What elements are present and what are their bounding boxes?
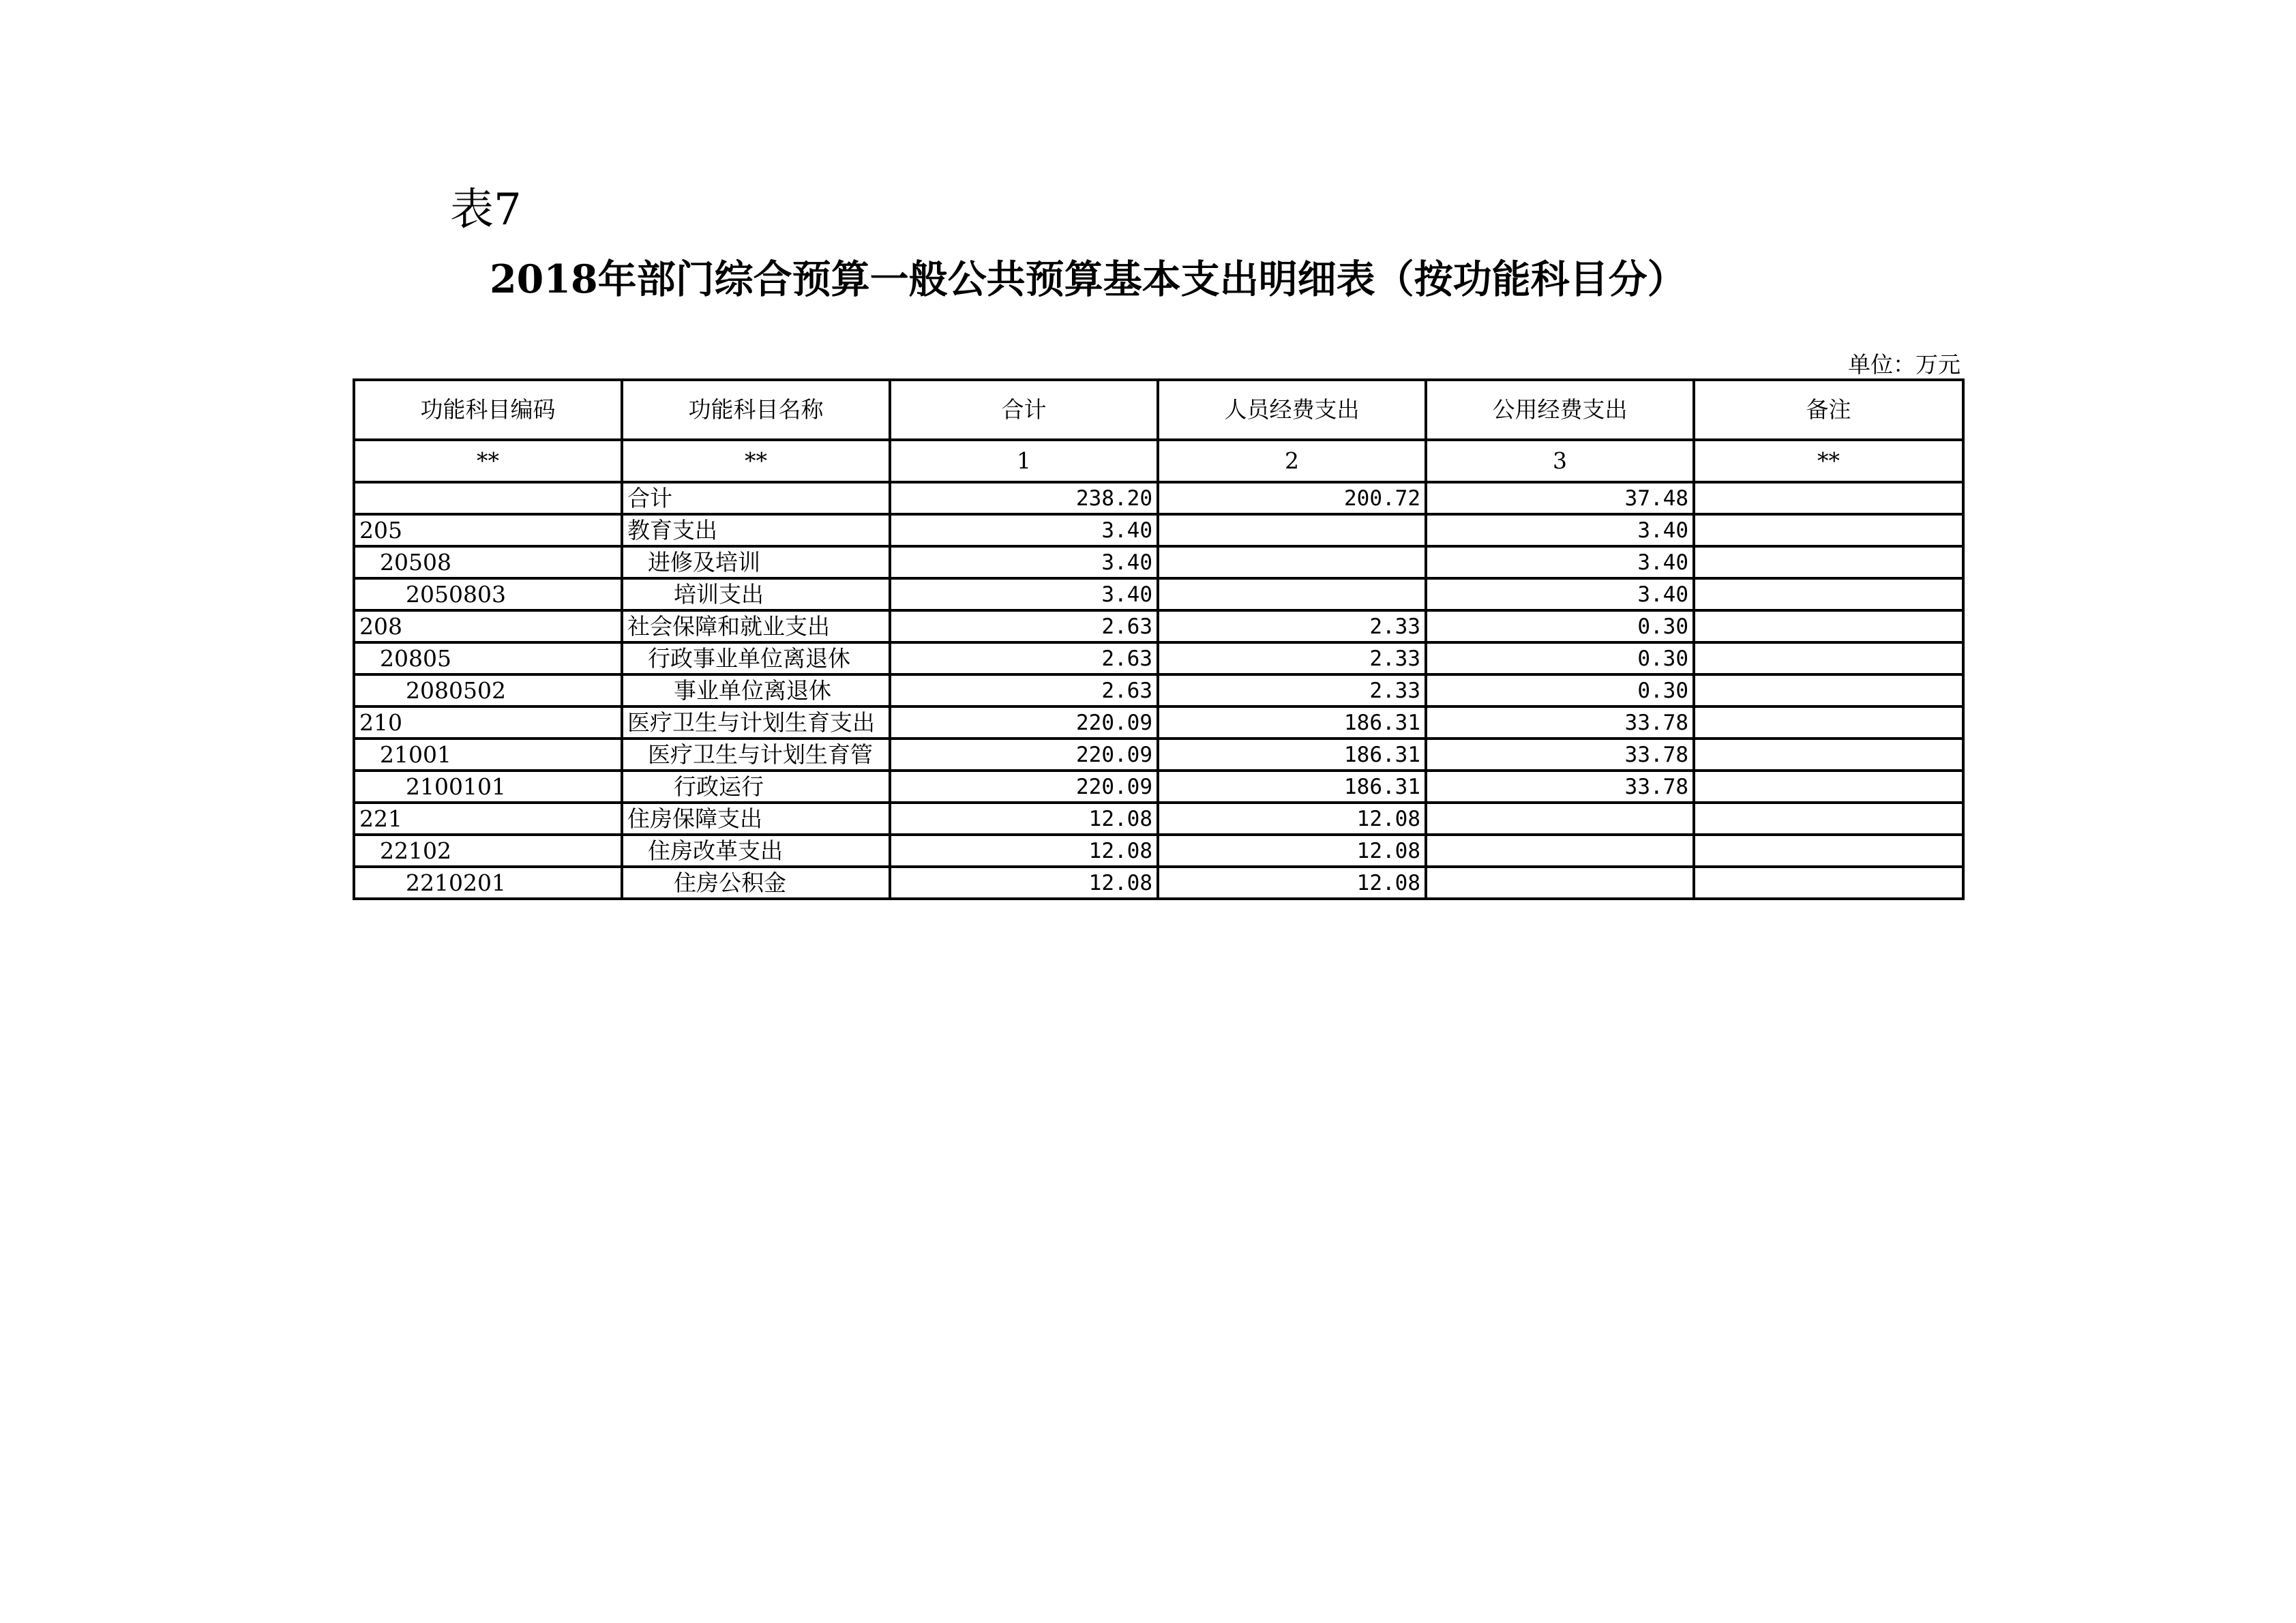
- row-note: [1694, 610, 1963, 642]
- row-name: 教育支出: [622, 514, 890, 546]
- table-row: [354, 739, 1963, 771]
- table-label: 表7: [450, 185, 522, 235]
- row-personnel: 2.33: [1158, 610, 1426, 642]
- row-total: 12.08: [890, 867, 1158, 899]
- table-row: [354, 674, 1963, 706]
- row-total: 2.63: [890, 674, 1158, 706]
- row-public: [1426, 867, 1694, 899]
- row-public: [1426, 803, 1694, 835]
- table-row: [354, 578, 1963, 610]
- row-code: 208: [354, 610, 622, 642]
- row-personnel: 186.31: [1158, 739, 1426, 771]
- row-name: 进修及培训: [622, 546, 890, 578]
- column-header-note: 备注: [1694, 380, 1963, 440]
- row-total: 220.09: [890, 739, 1158, 771]
- page-title: 2018年部门综合预算一般公共预算基本支出明细表（按功能科目分）: [490, 256, 1686, 302]
- budget-table: [353, 378, 1965, 900]
- column-number-public: 3: [1426, 440, 1694, 482]
- column-header-code: 功能科目编码: [354, 380, 622, 440]
- row-note: [1694, 835, 1963, 867]
- row-personnel: 2.33: [1158, 674, 1426, 706]
- row-public: 3.40: [1426, 546, 1694, 578]
- row-personnel: [1158, 546, 1426, 578]
- row-personnel: 186.31: [1158, 771, 1426, 803]
- row-personnel: 12.08: [1158, 803, 1426, 835]
- row-note: [1694, 867, 1963, 899]
- row-name: 行政事业单位离退休: [622, 642, 890, 674]
- table-row: [354, 835, 1963, 867]
- row-total: 220.09: [890, 706, 1158, 739]
- row-code: 20508: [354, 546, 622, 578]
- column-number-row: [354, 440, 1963, 482]
- row-total: 220.09: [890, 771, 1158, 803]
- row-public: 33.78: [1426, 706, 1694, 739]
- row-total: 12.08: [890, 803, 1158, 835]
- table-row: [354, 642, 1963, 674]
- row-public: 3.40: [1426, 514, 1694, 546]
- row-personnel: 12.08: [1158, 867, 1426, 899]
- row-code: 20805: [354, 642, 622, 674]
- row-total: 2.63: [890, 642, 1158, 674]
- row-public: 33.78: [1426, 739, 1694, 771]
- column-number-personnel: 2: [1158, 440, 1426, 482]
- row-public: 0.30: [1426, 610, 1694, 642]
- row-code: 205: [354, 514, 622, 546]
- row-note: [1694, 514, 1963, 546]
- row-total: 238.20: [890, 482, 1158, 514]
- row-public: 33.78: [1426, 771, 1694, 803]
- column-number-code: **: [354, 440, 622, 482]
- row-note: [1694, 642, 1963, 674]
- row-total: 3.40: [890, 546, 1158, 578]
- row-total: 3.40: [890, 578, 1158, 610]
- row-note: [1694, 739, 1963, 771]
- column-header-total: 合计: [890, 380, 1158, 440]
- row-name: 医疗卫生与计划生育支出: [622, 706, 890, 739]
- table-row: [354, 706, 1963, 739]
- column-number-name: **: [622, 440, 890, 482]
- row-name: 医疗卫生与计划生育管: [622, 739, 890, 771]
- row-note: [1694, 674, 1963, 706]
- row-total: 3.40: [890, 514, 1158, 546]
- row-name: 事业单位离退休: [622, 674, 890, 706]
- row-personnel: 200.72: [1158, 482, 1426, 514]
- column-header-public: 公用经费支出: [1426, 380, 1694, 440]
- row-public: 3.40: [1426, 578, 1694, 610]
- row-total: 12.08: [890, 835, 1158, 867]
- row-name: 住房改革支出: [622, 835, 890, 867]
- row-personnel: 12.08: [1158, 835, 1426, 867]
- table-header-row: [354, 380, 1963, 440]
- row-personnel: [1158, 514, 1426, 546]
- row-code: 22102: [354, 835, 622, 867]
- row-code: 21001: [354, 739, 622, 771]
- row-personnel: 186.31: [1158, 706, 1426, 739]
- row-code: 2210201: [354, 867, 622, 899]
- column-number-note: **: [1694, 440, 1963, 482]
- row-code: 2080502: [354, 674, 622, 706]
- row-note: [1694, 771, 1963, 803]
- row-name: 住房保障支出: [622, 803, 890, 835]
- row-note: [1694, 546, 1963, 578]
- row-code: [354, 482, 622, 514]
- row-note: [1694, 706, 1963, 739]
- row-name: 行政运行: [622, 771, 890, 803]
- column-header-personnel: 人员经费支出: [1158, 380, 1426, 440]
- table-row: [354, 867, 1963, 899]
- row-name: 社会保障和就业支出: [622, 610, 890, 642]
- row-personnel: [1158, 578, 1426, 610]
- row-public: [1426, 835, 1694, 867]
- row-code: 2100101: [354, 771, 622, 803]
- table-row: [354, 803, 1963, 835]
- table-row: [354, 610, 1963, 642]
- row-note: [1694, 578, 1963, 610]
- table-row: [354, 546, 1963, 578]
- row-name: 住房公积金: [622, 867, 890, 899]
- table-row: [354, 482, 1963, 514]
- unit-note: 单位：万元: [1848, 351, 1960, 378]
- table-row: [354, 771, 1963, 803]
- row-public: 0.30: [1426, 674, 1694, 706]
- column-header-name: 功能科目名称: [622, 380, 890, 440]
- row-name: 培训支出: [622, 578, 890, 610]
- row-note: [1694, 482, 1963, 514]
- row-public: 37.48: [1426, 482, 1694, 514]
- row-note: [1694, 803, 1963, 835]
- row-personnel: 2.33: [1158, 642, 1426, 674]
- row-code: 221: [354, 803, 622, 835]
- row-public: 0.30: [1426, 642, 1694, 674]
- row-name: 合计: [622, 482, 890, 514]
- row-code: 2050803: [354, 578, 622, 610]
- row-total: 2.63: [890, 610, 1158, 642]
- row-code: 210: [354, 706, 622, 739]
- table-row: [354, 514, 1963, 546]
- column-number-total: 1: [890, 440, 1158, 482]
